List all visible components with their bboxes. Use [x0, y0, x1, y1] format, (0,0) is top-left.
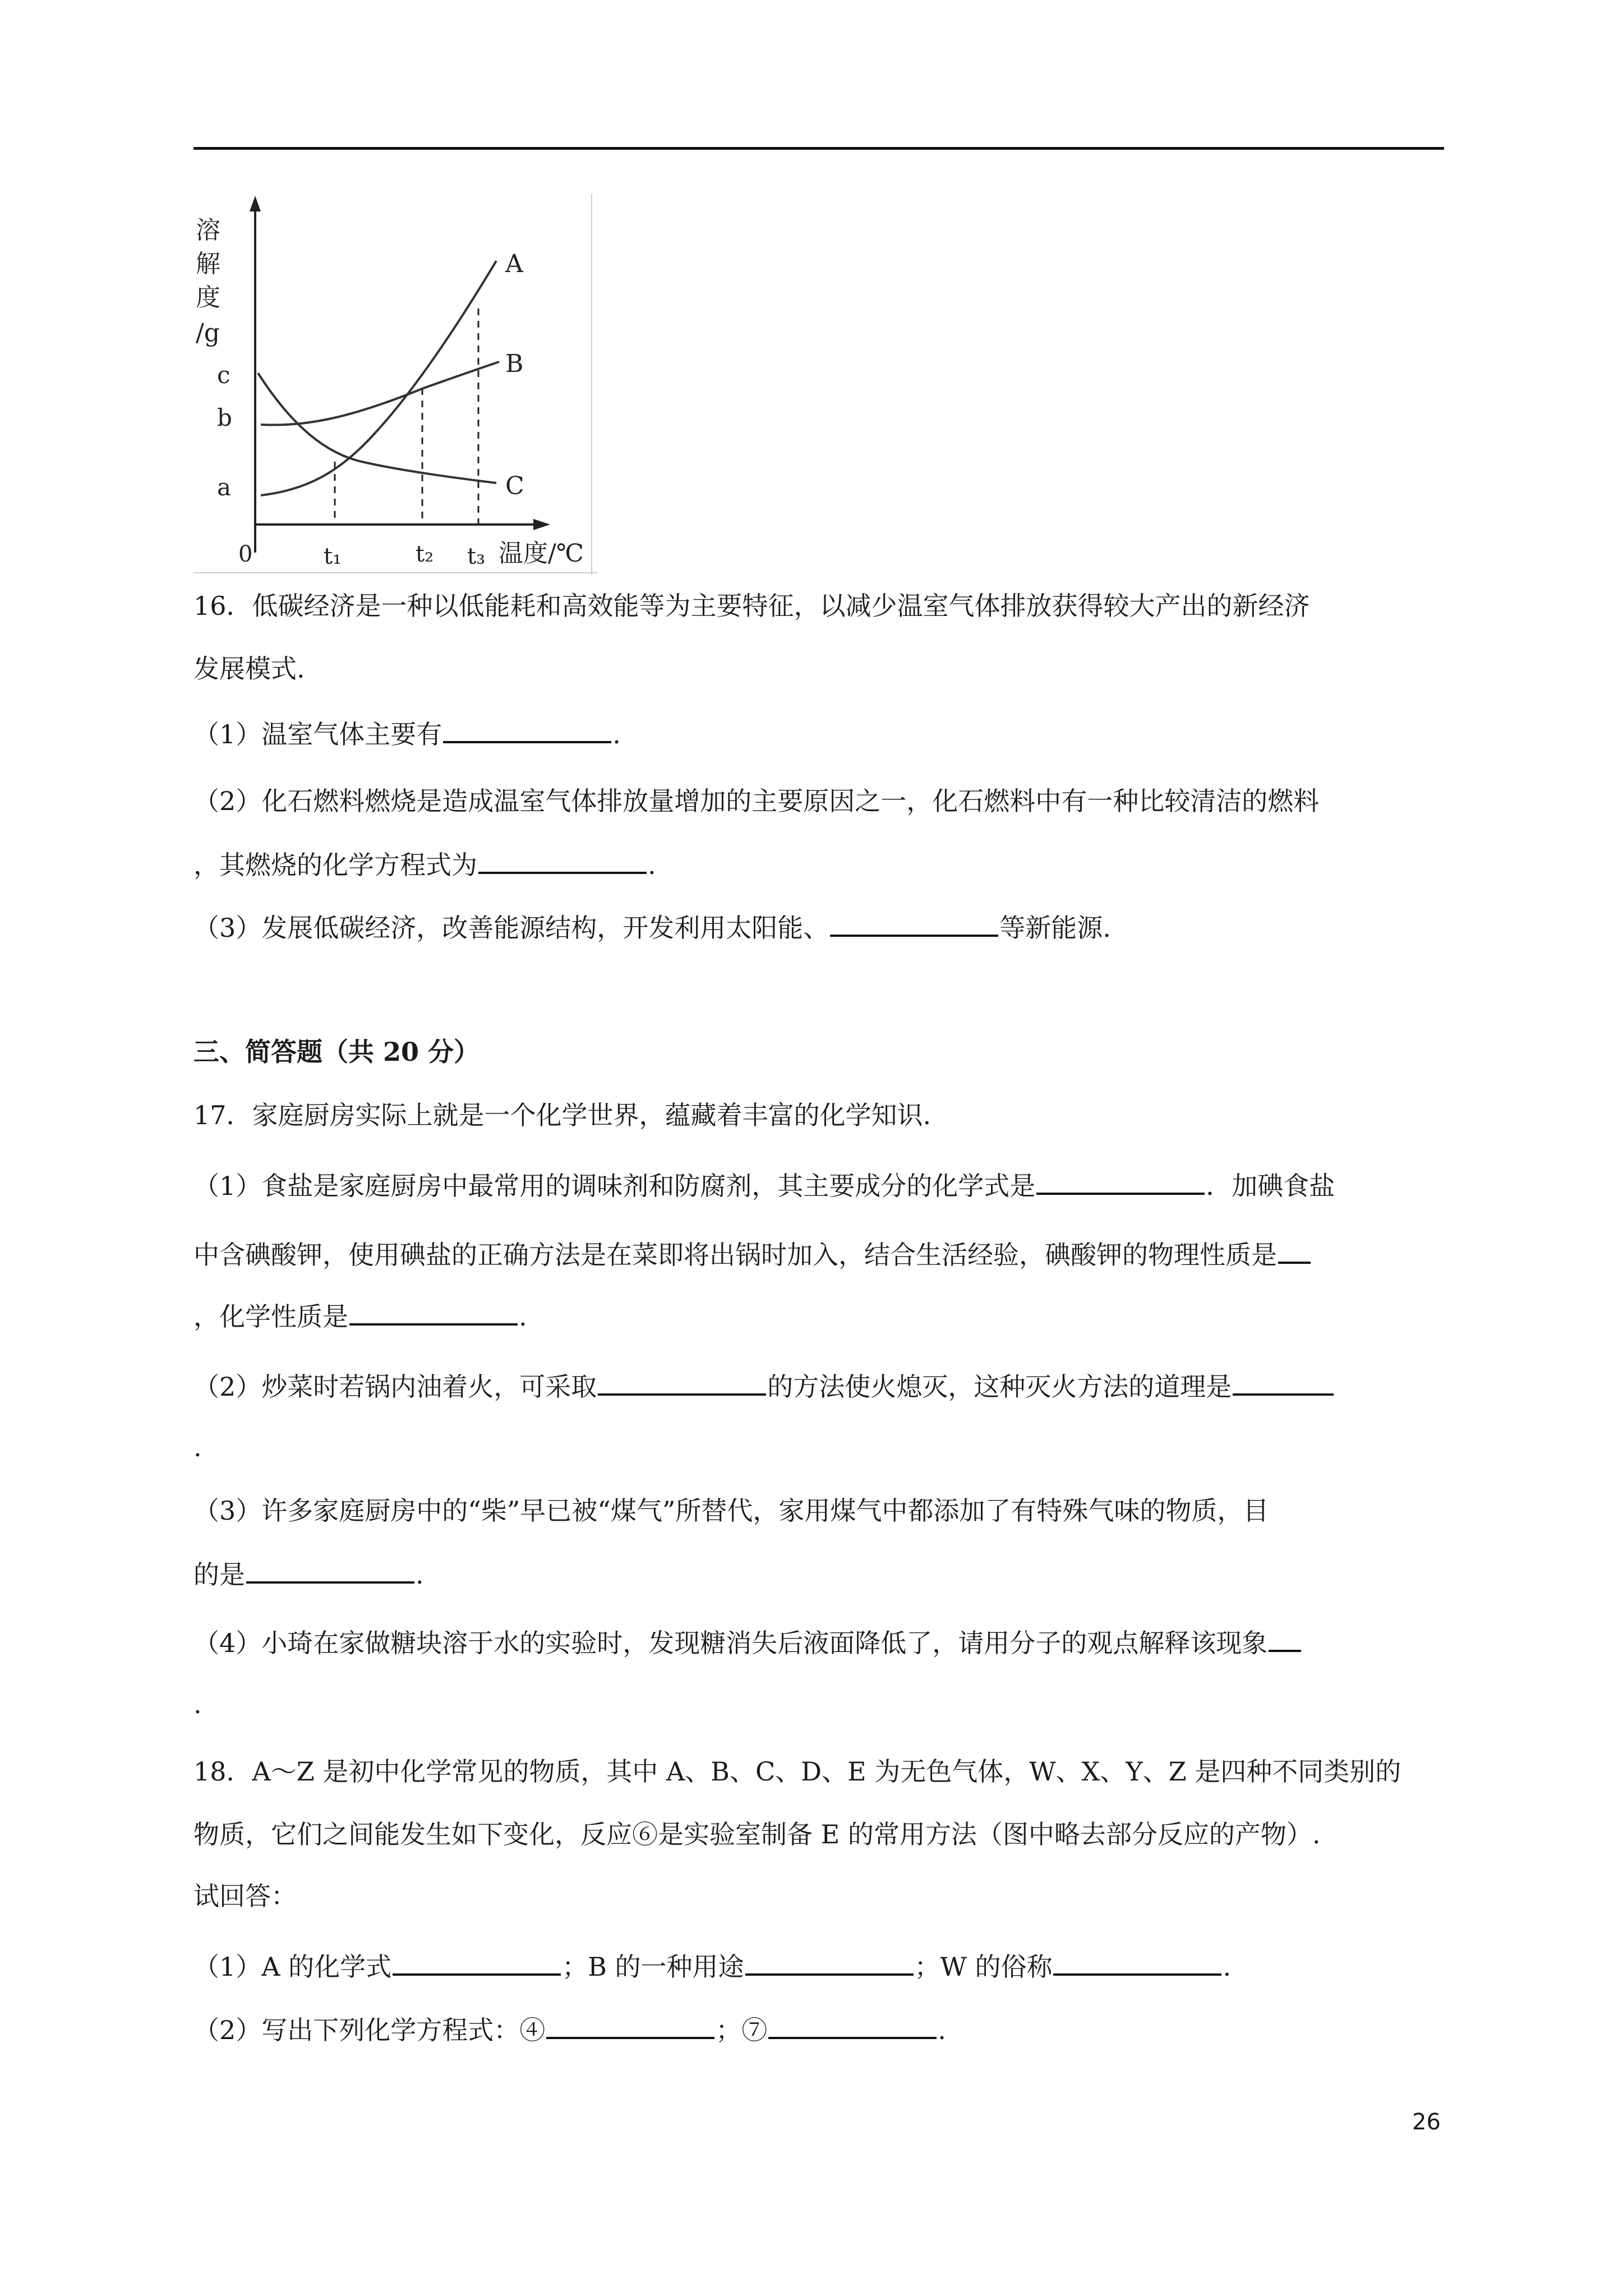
x-tick-t3: t₃ [467, 544, 486, 569]
ylabel-char-1: 溶 [196, 216, 220, 245]
q18-part-2 [193, 2011, 946, 2047]
q17-part-1-line-1 [193, 1167, 1335, 1203]
series-label-B: B [505, 349, 524, 378]
q17-p1-line3-end: . [519, 1301, 527, 1332]
q18-line-3: 试回答： [193, 1881, 297, 1911]
q17-p2-mid: 的方法使火熄灭，这种灭火方法的道理是 [767, 1372, 1232, 1402]
q16-p2-end: . [648, 850, 656, 880]
ylabel-char-3: 度 [196, 283, 220, 312]
q18-p1-c: ；W 的俗称 [914, 1952, 1053, 1982]
q18-p1-b: ；B 的一种用途 [562, 1952, 744, 1982]
q16-p1-end: . [612, 719, 621, 749]
ylabel-char-4: /g [196, 319, 220, 347]
answer-blank[interactable] [246, 1556, 414, 1584]
q18-line-1: 18．A～Z 是初中化学常见的物质，其中 A、B、C、D、E 为无色气体，W、X、Y、Z 是四种不同类别的 [193, 1756, 1401, 1787]
q17-part-2-dot: . [193, 1432, 202, 1462]
q17-p1-line2-text: 中含碘酸钾，使用碘盐的正确方法是在菜即将出锅时加入，结合生活经验，碘酸钾的物理性质是 [193, 1240, 1277, 1270]
q16-p3-end: 等新能源. [999, 913, 1111, 943]
answer-blank[interactable] [768, 2011, 937, 2039]
q17-part-3-line-1: （3）许多家庭厨房中的“柴”早已被“煤气”所替代，家用煤气中都添加了有特殊气味的物质，目 [193, 1496, 1269, 1526]
answer-blank[interactable] [546, 2011, 714, 2039]
answer-blank[interactable] [1278, 1236, 1311, 1264]
q17-p3-text: 的是 [193, 1559, 245, 1590]
y-tick-c: c [217, 361, 230, 389]
q17-part-1-line-3 [193, 1297, 527, 1333]
q17-line-1: 17．家庭厨房实际上就是一个化学世界，蕴藏着丰富的化学知识. [193, 1100, 932, 1130]
q16-line-2: 发展模式. [193, 654, 305, 684]
x-tick-t2: t₂ [416, 541, 434, 567]
answer-blank[interactable] [443, 715, 611, 743]
solubility-chart-svg [193, 194, 597, 575]
q18-p2-end: . [938, 2015, 946, 2045]
q18-part-1 [193, 1948, 1231, 1984]
q16-p3-text: （3）发展低碳经济，改善能源结构，开发利用太阳能、 [193, 913, 829, 943]
q17-p1-text: （1）食盐是家庭厨房中最常用的调味剂和防腐剂，其主要成分的化学式是 [193, 1171, 1036, 1201]
answer-blank[interactable] [830, 909, 998, 937]
q17-part-4-line-1 [193, 1624, 1302, 1660]
q18-line-2: 物质，它们之间能发生如下变化，反应⑥是实验室制备 E 的常用方法（图中略去部分反应的产物）. [193, 1819, 1321, 1849]
x-axis-label: 温度/℃ [499, 539, 584, 568]
q17-part-3-line-2 [193, 1556, 424, 1591]
q16-p2-text: ，其燃烧的化学方程式为 [193, 850, 477, 880]
q17-p1-cont: ．加碘食盐 [1206, 1171, 1335, 1201]
series-label-A: A [505, 250, 523, 278]
q16-part-3 [193, 909, 1111, 945]
q16-part-1 [193, 715, 621, 751]
header-rule [193, 147, 1444, 150]
q16-line-1: 16．低碳经济是一种以低能耗和高效能等为主要特征，以减少温室气体排放获得较大产出的新经济 [193, 591, 1310, 621]
q17-part-1-line-2 [193, 1236, 1312, 1272]
q18-p2-b: ；⑦ [716, 2015, 768, 2045]
q17-p1-line3-text: ，化学性质是 [193, 1301, 348, 1332]
q16-part-2-line-1: （2）化石燃料燃烧是造成温室气体排放量增加的主要原因之一，化石燃料中有一种比较清洁的燃料 [193, 786, 1320, 816]
y-tick-a: a [217, 473, 232, 501]
q17-part-4-dot: . [193, 1689, 202, 1719]
solubility-chart [193, 194, 597, 575]
q17-part-2-line-1 [193, 1368, 1335, 1404]
q17-p4-text: （4）小琦在家做糖块溶于水的实验时，发现糖消失后液面降低了，请用分子的观点解释该现象 [193, 1628, 1268, 1658]
page-number: 26 [1412, 2109, 1441, 2135]
answer-blank[interactable] [1053, 1948, 1221, 1976]
q18-p1-a: （1）A 的化学式 [193, 1952, 392, 1982]
x-tick-t1: t₁ [324, 544, 342, 569]
answer-blank[interactable] [478, 846, 647, 874]
x-tick-0: 0 [238, 541, 253, 567]
answer-blank[interactable] [745, 1948, 914, 1976]
answer-blank[interactable] [393, 1948, 561, 1976]
answer-blank[interactable] [1269, 1624, 1301, 1652]
q16-part-2-line-2 [193, 846, 656, 882]
answer-blank[interactable] [1233, 1368, 1334, 1396]
q17-p2-text: （2）炒菜时若锅内油着火，可采取 [193, 1372, 597, 1402]
q18-p2-a: （2）写出下列化学方程式：④ [193, 2015, 546, 2045]
answer-blank[interactable] [598, 1368, 766, 1396]
ylabel-char-2: 解 [196, 250, 220, 278]
q17-p3-end: . [416, 1559, 424, 1590]
answer-blank[interactable] [1036, 1167, 1205, 1195]
q18-p1-end: . [1223, 1952, 1232, 1982]
y-tick-b: b [217, 404, 232, 431]
section-heading: 三、简答题（共 20 分） [193, 1037, 480, 1067]
q16-p1-text: （1）温室气体主要有 [193, 719, 442, 749]
answer-blank[interactable] [349, 1297, 518, 1326]
series-label-C: C [505, 472, 524, 500]
